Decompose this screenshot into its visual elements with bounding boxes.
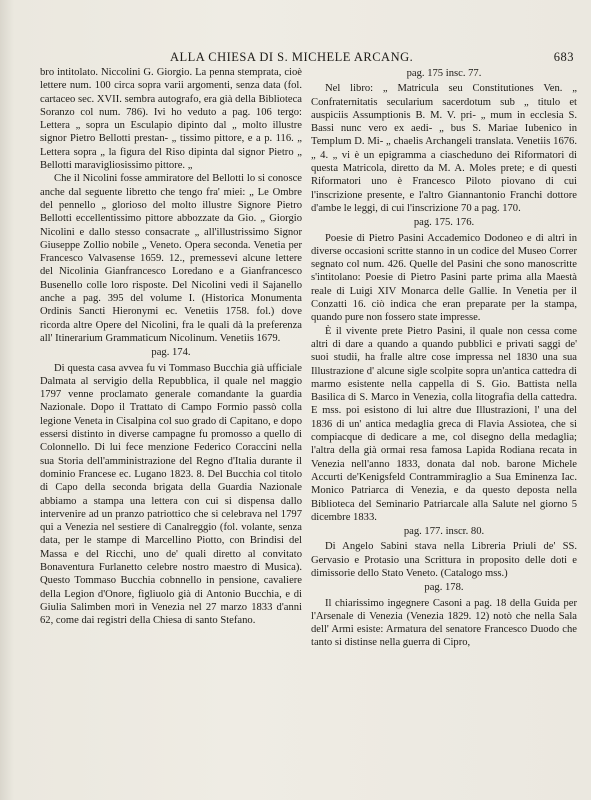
section-heading-pag-175-176: pag. 175. 176.: [413, 217, 475, 229]
section-heading-pag-177-inscr-80: pag. 177. inscr. 80.: [403, 526, 485, 538]
paragraph-pasini-poesie: Poesie di Pietro Pasini Accademico Dodoneo e di altri in diverse occasioni scritte stanno in un codice del Museo Correr segnato col num. 426. Quelle del Pasini che sono manoscritte s'intitolano: Poesie di Pietro Pasini parte prima alla Maestà reale di Luigi XIV Monarca delle Gallie. In Venetia per il Conzatti 16. ciò indica che eran preparate per la stampa, quando pure non fossero state impresse.: [311, 232, 577, 324]
paragraph-bucchia: Di questa casa avvea fu vi Tommaso Bucchia già ufficiale Dalmata al servigio della Repubblica, il quale nel maggio 1797 venne proclamato generale comandante la guardia Nazionale. Dopo il Trattato di Campo Formio passò colla legione Veneta in Cisalpina col suo grado di Capitano, e dopo essersi distinto in diverse campagne fu promosso a quello di Colonnello. Di lui fece menzione Federico Coraccini nella sua Storia dell'amministrazione del Regno d'Italia durante il dominio Francese ec. Lugano 1823. 8. Del Bucchia col titolo di Capo della seconda brigata della Guardia Nazionale abbiamo a stampa una lettera con cui si dispensa dallo intervenire ad un pranzo patriottico che si celebrava nel 1797 qui a Venezia nel sestiere di Canalreggio (fol. volante, senza data, per le stampe di Marcellino Piotto, con Brindisi del Massa e del Ricchi, uno de' quali diretto al convitato Bonaventura Furlanetto celebre nostro maestro di Musica). Questo Tommaso Bucchia cobnnello in pensione, cavaliere della Legion d'Onore, figliuolo già di Antonio Bucchia, e di Giulia Salimben morì in Venezia nel 27 marzo 1833 d'anni 62, come dai registri della Chiesa di santo Stefano.: [40, 362, 302, 627]
running-header: [40, 50, 574, 66]
section-heading-pag-178: pag. 178.: [424, 582, 464, 594]
paragraph-matricula: Nel libro: „ Matricula seu Constitutiones Ven. „ Confraternitatis secularium sacerdotum sub „ titulo et auspiciis Assumptionis B. M. V. pri- „ mum in ecclesia S. Bassi nunc vero ex aedi- „ bus S. Mariae Iubenico in Templum D. Mi- „ chaelis Archangeli translata. Venetiis 1676. „ 4. „ vi è un epigramma a ciascheduno dei Riformatori di questa Matricola, diretto da M. A. Moles prete; e di questi Riformatori uno è Francesco Piloto piovano di cui l'inscrizione presente, e l'altro Giannantonio Franchi dottore d'ambe le leggi, di cui l'inscrizione 70 a pag. 170.: [311, 83, 577, 214]
paragraph-pasini-prete: È il vivente prete Pietro Pasini, il quale non cessa come altri di dare a quando a quando pubblici e privati saggi de' suoi studii, ha fralle altre cose impressa nel 1830 una sua Illustrazione d' alcune sigle scolpite sopra un'antica cattedra di marmo esistente nella cappella di S. Gio. Battista nella Basilica di S. Marco in Venezia, colla litografia della cattedra. E mss. poi esistono di lui altre due Illustrazioni, l' una del 1836 di un' antica medaglia greca di Flavia Assiotea, che si compiacque di dedicare a me, col disegno della medaglia; l'altra della già ormai resa famosa Lapida Rodiana recata in Venezia nell'anno 1833, donata dal nob. barone Michele Accurti de'Kenigsfeld Contrammiraglio a Sua Eminenza Iac. Monico Patriarca di Venezia, e da questo deposta nella Biblioteca del Seminario Patriarcale alla Salute nel giorno 5 dicembre 1833.: [311, 325, 577, 523]
paragraph-nicolini-penna: bro intitolato. Niccolini G. Giorgio. La penna stemprata, cioè lettere num. 100 circa sopra varii argomenti, senza data (fol. cartaceo sec. XVII. sembra autografo, era già della Biblioteca Soranzo col num. 786). Ivi ho veduto a pag. 106 tergo: Lettera „ sopra un Esculapio dipinto dal „ molto illustre signor Pietro Bellotti prestan- „ tissimo pittore, e a p. 116. „ Lettera sopra „ la figura del Riso dipinta dal signor Pietro „ Bellotti maravigliosissimo pittore. „: [40, 67, 302, 172]
left-column: [40, 66, 302, 627]
paragraph-nicolini-ombre: Che il Nicolini fosse ammiratore del Bellotti lo si conosce anche dal seguente libretto che tengo fra' miei: „ Le Ombre del pennello „ glorioso del molto illustre Signore Pietro Bellotti eccellentissimo pittore abbozzate da Gio. „ Giorgio Nicolini e dallo stesso consacrate „ all'illustrissimo Signor Giuseppe Zollio nobile „ Veneto. Opera seconda. Venetia per Francesco Valvasense 1659. 12., premessevi alcune lettere del Nicolinia Gianfrancesco Loredano e a Gianfrancesco Busenello colle loro risposte. Del Nicolini vedi il Sajanello anche a pag. 395 del volume I. (Historica Monumenta Ordinis Sancti Hieronymi ec. Venetiis 1758. fol.) dove ricorda altre Opere del Nicolini, fra le quali dà la preferenza all' Itinerarium Grammaticum Nicolinum. Venetiis 1679.: [40, 173, 302, 344]
section-heading-pag-175-insc-77: pag. 175 insc. 77.: [406, 68, 482, 79]
page-number: 683: [553, 50, 574, 64]
paragraph-sabini: Di Angelo Sabini stava nella Libreria Priuli de' SS. Gervasio e Protasio una Scrittura in proposito delle doti e dimissorie dello Stato Veneto. (Catalogo mss.): [311, 541, 577, 579]
section-heading-pag-174: pag. 174.: [151, 347, 191, 359]
running-title: ALLA CHIESA DI S. MICHELE ARCANG.: [170, 50, 414, 64]
right-column: [311, 66, 577, 650]
paragraph-casoni: Il chiarissimo ingegnere Casoni a pag. 18 della Guida per l'Arsenale di Venezia (Venezia 1829. 12) notò che nella Sala dell' Armi esiste: Armatura del senatore Francesco Duodo che tanto si distinse nella guerra di Cipro,: [311, 597, 577, 649]
